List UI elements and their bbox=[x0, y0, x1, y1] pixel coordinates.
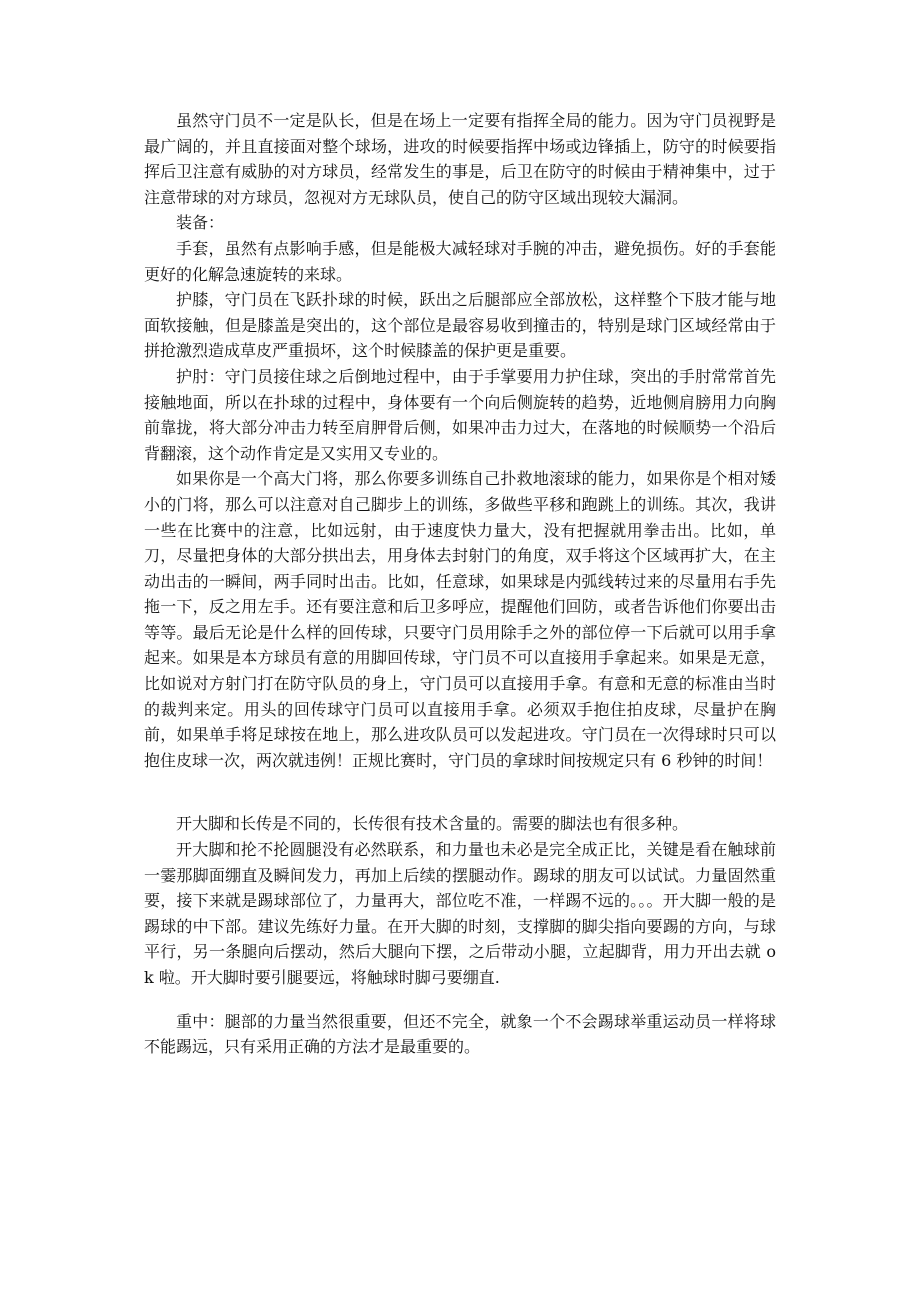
document-body bbox=[144, 108, 776, 1060]
paragraph-elbow-pads: 护肘：守门员接住球之后倒地过程中，由于手掌要用力护住球，突出的手肘常常首先接触地面，所以在扑球的过程中，身体要有一个向后侧旋转的趋势，近地侧肩膀用力向胸前靠拢，将大部分冲击力转至肩胛骨后侧，如果冲击力过大，在落地的时候顺势一个沿后背翻滚，这个动作肯定是又实用又专业的。 bbox=[144, 366, 776, 463]
section-spacer bbox=[144, 991, 776, 1009]
paragraph-key-point: 重中：腿部的力量当然很重要，但还不完全，就象一个不会踢球举重运动员一样将球不能踢远，只有采用正确的方法才是最重要的。 bbox=[144, 1011, 776, 1057]
section-spacer bbox=[144, 773, 776, 811]
paragraph-long-kick-intro: 开大脚和长传是不同的，长传很有技术含量的。需要的脚法也有很多种。 bbox=[176, 814, 689, 834]
paragraph-equipment-heading: 装备： bbox=[176, 213, 225, 233]
paragraph-goalkeeper-command: 虽然守门员不一定是队长，但是在场上一定要有指挥全局的能力。因为守门员视野是最广阔的，并且直接面对整个球场，进攻的时候要指挥中场或边锋插上，防守的时候要指挥后卫注意有威胁的对方球员，经常发生的事是，后卫在防守的时候由于精神集中，过于注意带球的对方球员，忽视对方无球队员，使自己的防守区域出现较大漏洞。 bbox=[144, 111, 776, 207]
paragraph-gloves: 手套，虽然有点影响手感，但是能极大减轻球对手腕的冲击，避免损伤。好的手套能更好的化解急速旋转的来球。 bbox=[144, 238, 776, 284]
paragraph-long-kick-technique: 开大脚和抡不抡圆腿没有必然联系，和力量也未必是完全成正比，关键是看在触球前一霎那脚面绷直及瞬间发力，再加上后续的摆腿动作。踢球的朋友可以试试。力量固然重要，接下来就是踢球部位了，力量再大，部位吃不准，一样踢不远的。。。开大脚一般的是踢球的中下部。建议先练好力量。在开大脚的时刻，支撑脚的脚尖指向要踢的方向，与球平行，另一条腿向后摆动，然后大腿向下摆，之后带动小腿，立起脚背，用力开出去就 ok 啦。开大脚时要引腿要远，将触球时脚弓要绷直. bbox=[144, 840, 776, 987]
paragraph-training-and-rules: 如果你是一个高大门将，那么你要多训练自己扑救地滚球的能力，如果你是个相对矮小的门将，那么可以注意对自己脚步上的训练，多做些平移和跑跳上的训练。其次，我讲一些在比赛中的注意，比如远射，由于速度快力量大，没有把握就用拳击出。比如，单刀，尽量把身体的大部分拱出去，用身体去封射门的角度，双手将这个区域再扩大，在主动出击的一瞬间，两手同时出击。比如，任意球，如果球是内弧线转过来的尽量用右手先拖一下，反之用左手。还有要注意和后卫多呼应，提醒他们回防，或者告诉他们你要出击等等。最后无论是什么样的回传球，只要守门员用除手之外的部位停一下后就可以用手拿起来。如果是本方球员有意的用脚回传球，守门员不可以直接用手拿起来。如果是无意，比如说对方射门打在防守队员的身上，守门员可以直接用手拿。有意和无意的标准由当时的裁判来定。用头的回传球守门员可以直接用手拿。必须双手抱住拍皮球，尽量护在胸前，如果单手将足球按在地上，那么进攻队员可以发起进攻。守门员在一次得球时只可以抱住皮球一次，两次就违例！正规比赛时，守门员的拿球时间按规定只有 6 秒钟的时间！ bbox=[144, 469, 776, 770]
paragraph-knee-pads: 护膝，守门员在飞跃扑球的时候，跃出之后腿部应全部放松，这样整个下肢才能与地面软接触，但是膝盖是突出的，这个部位是最容易收到撞击的，特别是球门区域经常由于拼抢激烈造成草皮严重损坏，这个时候膝盖的保护更是重要。 bbox=[144, 290, 776, 361]
